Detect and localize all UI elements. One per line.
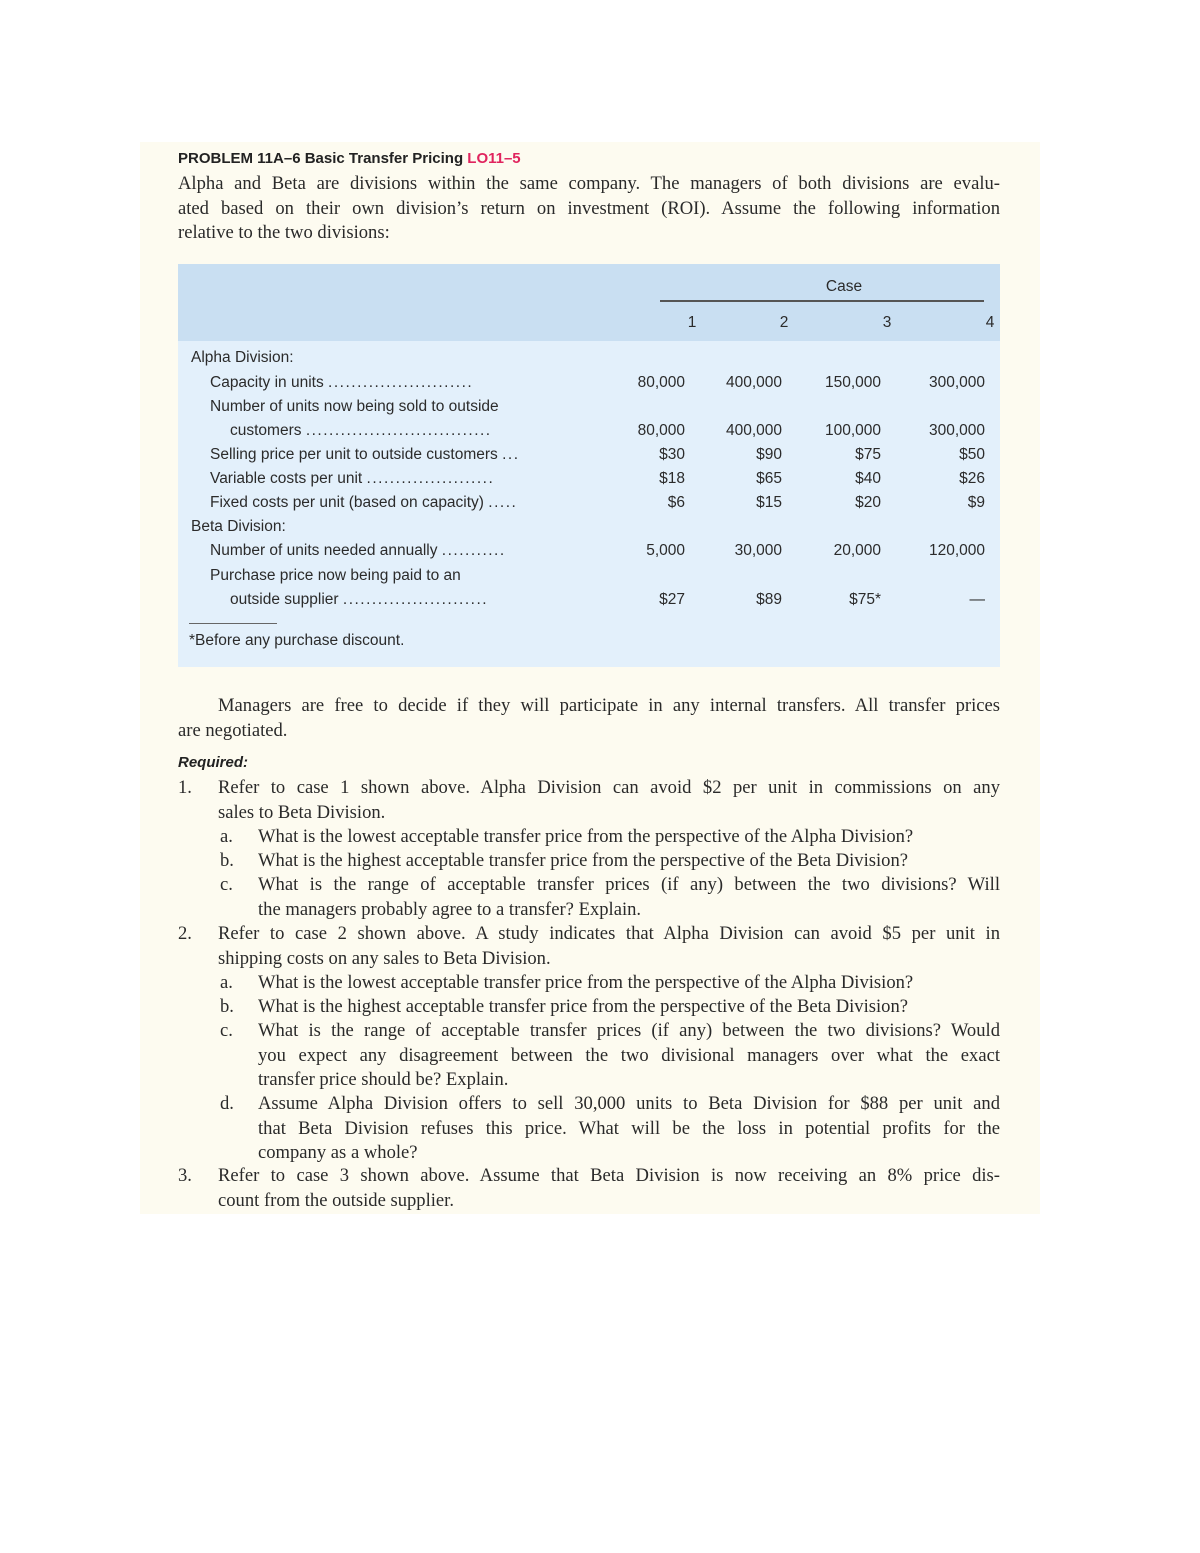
cell: 400,000 [725, 422, 782, 439]
leader-dots: ................................ [305, 422, 492, 439]
leader-dots: ...................... [366, 470, 495, 487]
cell: $6 [667, 494, 685, 511]
subquestion-letter: c. [220, 874, 233, 895]
row-label-purchase-price [230, 591, 590, 609]
problem-title-text: PROBLEM 11A–6 Basic Transfer Pricing [178, 150, 468, 167]
question-line: Refer to case 2 shown above. A study indicates that Alpha Division can avoid $5 per unit in [218, 923, 1000, 944]
cell: $90 [756, 446, 782, 463]
question-line: you expect any disagreement between the two divisional managers over what the exact [258, 1044, 1000, 1066]
question-line: shipping costs on any sales to Beta Division. [218, 947, 551, 969]
question-2b: What is the highest acceptable transfer price from the perspective of the Beta Division? [258, 996, 909, 1017]
question-line: company as a whole? [258, 1142, 418, 1163]
subquestion-letter: a. [220, 826, 233, 847]
textbook-page [140, 142, 1040, 1214]
leader-dots: ........... [441, 542, 506, 559]
row-label-text: outside supplier [230, 591, 339, 608]
row-label-units-sold-line1: Number of units now being sold to outside [210, 398, 499, 415]
row-label-capacity [210, 374, 590, 392]
table-footnote: *Before any purchase discount. [189, 632, 405, 649]
cell: 20,000 [833, 542, 881, 559]
cell: 300,000 [928, 422, 985, 439]
column-header-4: 4 [985, 314, 995, 331]
subquestion-letter: c. [220, 1020, 233, 1041]
cell: 100,000 [824, 422, 881, 439]
cell: $65 [756, 470, 782, 487]
section-alpha: Alpha Division: [191, 349, 294, 366]
cell: $20 [855, 494, 881, 511]
cell: 5,000 [646, 542, 685, 559]
data-table [178, 264, 1000, 667]
row-label-text: customers [230, 422, 302, 439]
cell: $40 [855, 470, 881, 487]
question-line: count from the outside supplier. [218, 1189, 454, 1211]
question-line: What is the range of acceptable transfer prices (if any) between the two divisions? Would [258, 1020, 1000, 1041]
leader-dots: ..... [488, 494, 518, 511]
intro-line: relative to the two divisions: [178, 222, 390, 243]
question-line: transfer price should be? Explain. [258, 1069, 509, 1090]
question-2 [218, 922, 1000, 971]
question-1b: What is the highest acceptable transfer price from the perspective of the Beta Division? [258, 850, 909, 871]
cell: 150,000 [824, 374, 881, 391]
cell: $26 [959, 470, 985, 487]
intro-line: ated based on their own division’s return on investment (ROI). Assume the following information [178, 197, 1000, 219]
question-3 [218, 1164, 1000, 1213]
question-number: 2. [178, 923, 192, 944]
leader-dots: ... [502, 446, 520, 463]
row-label-purchase-line1: Purchase price now being paid to an [210, 567, 461, 584]
leader-dots: ......................... [328, 374, 474, 391]
question-line: Refer to case 3 shown above. Assume that Beta Division is now receiving an 8% price dis- [218, 1165, 1000, 1186]
cell: $27 [659, 591, 685, 608]
row-label-selling-price [210, 446, 590, 464]
cell: $89 [756, 591, 782, 608]
row-label-text: Fixed costs per unit (based on capacity) [210, 494, 484, 511]
table-header [178, 264, 1000, 341]
question-line: the managers probably agree to a transfer? Explain. [258, 898, 642, 920]
question-number: 1. [178, 777, 192, 798]
footnote-rule [189, 623, 277, 624]
cell: 300,000 [928, 374, 985, 391]
subquestion-letter: d. [220, 1093, 234, 1114]
row-label-fixed-costs [210, 494, 590, 512]
row-label-text: Selling price per unit to outside customers [210, 446, 498, 463]
question-1 [218, 776, 1000, 825]
case-heading: Case [825, 278, 863, 295]
paragraph-line: Managers are free to decide if they will participate in any internal transfers. All transfer prices [218, 695, 1000, 716]
cell: $18 [659, 470, 685, 487]
cell: $9 [967, 494, 985, 511]
row-label-text: Number of units needed annually [210, 542, 438, 559]
row-label-text: Capacity in units [210, 374, 324, 391]
question-2d [258, 1092, 1000, 1166]
question-2a: What is the lowest acceptable transfer price from the perspective of the Alpha Division? [258, 972, 914, 993]
paragraph-line: are negotiated. [178, 719, 288, 741]
row-label-units-sold [230, 422, 590, 440]
column-header-2: 2 [779, 314, 789, 331]
question-2c [258, 1019, 1000, 1093]
cell: — [969, 591, 985, 608]
column-header-1: 1 [687, 314, 697, 331]
question-line: sales to Beta Division. [218, 801, 386, 823]
cell: $30 [659, 446, 685, 463]
row-label-units-needed [210, 542, 590, 560]
cell: 120,000 [928, 542, 985, 559]
column-header-3: 3 [882, 314, 892, 331]
cell: $50 [959, 446, 985, 463]
cell: 30,000 [734, 542, 782, 559]
problem-intro [178, 172, 1000, 246]
question-line: What is the range of acceptable transfer prices (if any) between the two divisions? Will [258, 874, 1000, 895]
question-1a: What is the lowest acceptable transfer price from the perspective of the Alpha Division? [258, 826, 914, 847]
intro-line: Alpha and Beta are divisions within the same company. The managers of both divisions are evalu- [178, 173, 1000, 194]
case-rule [660, 300, 984, 302]
subquestion-letter: a. [220, 972, 233, 993]
cell: 400,000 [725, 374, 782, 391]
question-line: that Beta Division refuses this price. What will be the loss in potential profits for the [258, 1117, 1000, 1139]
question-1c [258, 873, 1000, 922]
cell: $75* [849, 591, 881, 608]
row-label-variable-costs [210, 470, 590, 488]
subquestion-letter: b. [220, 850, 234, 871]
cell: 80,000 [637, 374, 685, 391]
subquestion-letter: b. [220, 996, 234, 1017]
cell: $15 [756, 494, 782, 511]
problem-title [178, 150, 521, 167]
cell: 80,000 [637, 422, 685, 439]
cell: $75 [855, 446, 881, 463]
leader-dots: ......................... [342, 591, 489, 608]
question-line: Refer to case 1 shown above. Alpha Division can avoid $2 per unit in commissions on any [218, 777, 1000, 798]
question-number: 3. [178, 1165, 192, 1186]
section-beta: Beta Division: [191, 518, 286, 535]
negotiation-paragraph [178, 694, 1000, 743]
required-heading: Required: [178, 754, 249, 771]
learning-objective-tag: LO11–5 [467, 150, 521, 167]
question-line: Assume Alpha Division offers to sell 30,000 units to Beta Division for $88 per unit and [258, 1093, 1000, 1114]
row-label-text: Variable costs per unit [210, 470, 363, 487]
